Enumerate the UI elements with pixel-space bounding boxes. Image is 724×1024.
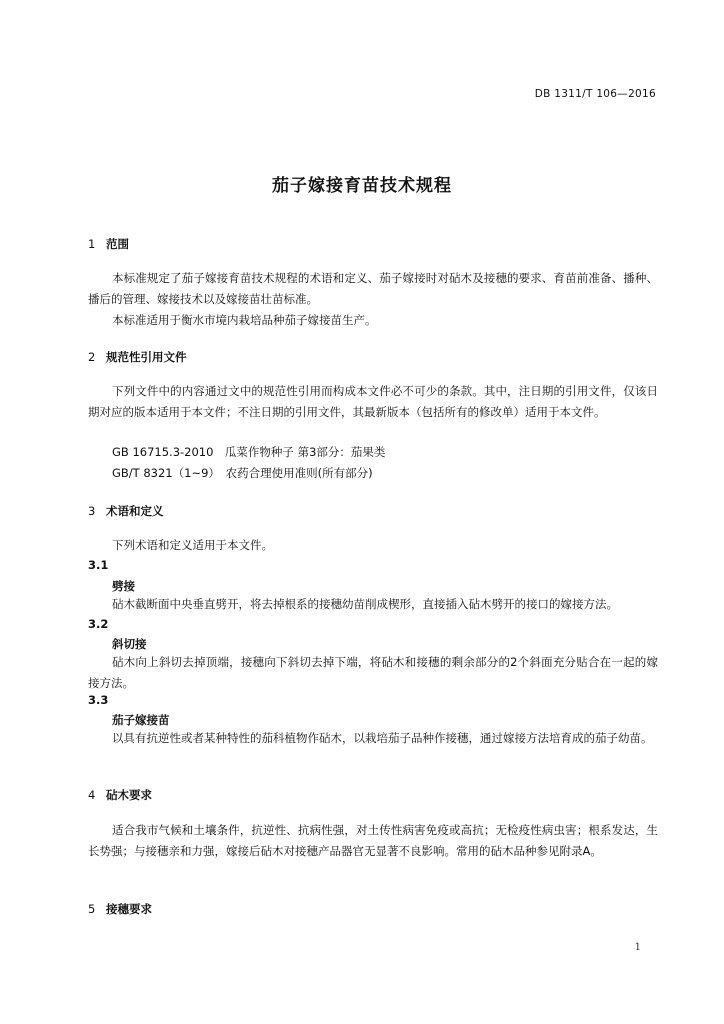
section-number: 4 bbox=[88, 788, 96, 802]
term-name: 斜切接 bbox=[112, 637, 147, 651]
clause-number: 3.2 bbox=[88, 617, 109, 631]
page-number: 1 bbox=[634, 942, 641, 953]
section-title: 范围 bbox=[106, 237, 129, 251]
section-title: 砧木要求 bbox=[106, 788, 152, 802]
section-1-paragraph-2: 本标准适用于衡水市境内栽培品种茄子嫁接苗生产。 bbox=[112, 313, 377, 327]
reference-item: GB/T 8321（1~9） 农药合理使用准则(所有部分) bbox=[112, 466, 373, 480]
section-3-heading bbox=[88, 503, 164, 519]
section-title: 术语和定义 bbox=[106, 504, 164, 518]
document-title: 茄子嫁接育苗技术规程 bbox=[272, 176, 452, 196]
section-5-heading bbox=[88, 901, 152, 917]
section-1-paragraph-1: 本标准规定了茄子嫁接育苗技术规程的术语和定义、茄子嫁接时对砧木及接穗的要求、育苗前准备、播种、播后的管理、嫁接技术以及嫁接苗壮苗标准。 bbox=[88, 271, 658, 306]
section-number: 1 bbox=[88, 237, 96, 251]
section-2-heading bbox=[88, 349, 187, 365]
section-number: 3 bbox=[88, 504, 96, 518]
section-number: 5 bbox=[88, 902, 96, 916]
section-1-heading bbox=[88, 236, 129, 252]
clause-number: 3.1 bbox=[88, 558, 109, 572]
reference-item: GB 16715.3-2010 瓜菜作物种子 第3部分：茄果类 bbox=[112, 445, 386, 459]
term-definition: 砧木截断面中央垂直劈开，将去掉根系的接穗幼苗削成楔形，直接插入砧木劈开的接口的嫁接方法。 bbox=[112, 597, 618, 611]
term-definition: 砧木向上斜切去掉顶端，接穗向下斜切去掉下端，将砧木和接穗的剩余部分的2个斜面充分贴合在一起的嫁接方法。 bbox=[88, 655, 658, 690]
section-3-paragraph-1: 下列术语和定义适用于本文件。 bbox=[112, 538, 273, 552]
clause-number: 3.3 bbox=[88, 693, 109, 707]
term-definition: 以具有抗逆性或者某种特性的茄科植物作砧木，以栽培茄子品种作接穗，通过嫁接方法培育成的茄子幼苗。 bbox=[112, 731, 653, 745]
section-2-paragraph-1: 下列文件中的内容通过文中的规范性引用而构成本文件必不可少的条款。其中，注日期的引用文件，仅该日期对应的版本适用于本文件；不注日期的引用文件，其最新版本（包括所有的修改单）适用于本文件。 bbox=[88, 384, 658, 419]
term-name: 劈接 bbox=[112, 579, 135, 593]
section-4-paragraph-1: 适合我市气候和土壤条件，抗逆性、抗病性强，对土传性病害免疫或高抗；无检疫性病虫害；根系发达，生长势强；与接穗亲和力强，嫁接后砧木对接穗产品器官无显著不良影响。常用的砧木品种参见附录A。 bbox=[88, 823, 658, 858]
section-4-heading bbox=[88, 787, 152, 803]
section-title: 接穗要求 bbox=[106, 902, 152, 916]
standard-code: DB 1311/T 106—2016 bbox=[534, 88, 656, 100]
section-title: 规范性引用文件 bbox=[106, 350, 187, 364]
section-number: 2 bbox=[88, 350, 96, 364]
term-name: 茄子嫁接苗 bbox=[112, 713, 170, 727]
